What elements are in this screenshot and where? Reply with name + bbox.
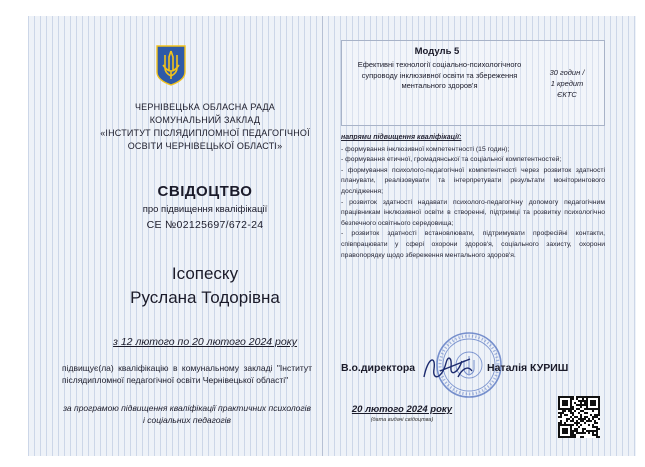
qr-module (584, 404, 586, 406)
qr-module (578, 412, 580, 414)
qr-module (566, 420, 568, 422)
org-line: КОМУНАЛЬНИЙ ЗАКЛАД (149, 115, 261, 125)
qr-module (582, 430, 584, 432)
qr-module (582, 432, 584, 434)
qr-module (580, 396, 582, 398)
qr-module (560, 420, 562, 422)
qr-module (578, 418, 580, 420)
qr-module (572, 398, 574, 400)
qr-module (596, 430, 598, 432)
page-fold-divider (322, 16, 323, 456)
qr-module (594, 404, 596, 406)
qr-module (574, 422, 576, 424)
qr-module (598, 396, 600, 398)
qr-module (564, 430, 566, 432)
direction-item: - формування психолого-педагогічної компетентності через розвиток здатності планувати, реалізовувати та інтерпретувати результати моніторингового дослідження; (341, 166, 605, 195)
qr-module (566, 400, 568, 402)
qr-module (592, 424, 594, 426)
qr-module (588, 420, 590, 422)
direction-item: - формування інклюзивної компетентності (15 годин); (341, 145, 510, 153)
qr-module (564, 400, 566, 402)
qr-module (594, 416, 596, 418)
qr-module (576, 408, 578, 410)
qr-module (584, 416, 586, 418)
qr-module (598, 400, 600, 402)
qr-module (584, 432, 586, 434)
qr-module (578, 404, 580, 406)
qr-module (568, 408, 570, 410)
qr-module (586, 406, 588, 408)
qr-module (558, 402, 560, 404)
qr-module (586, 402, 588, 404)
qr-module (564, 436, 566, 438)
qr-module (588, 424, 590, 426)
qr-module (582, 400, 584, 402)
qr-module (598, 406, 600, 408)
qr-module (568, 410, 570, 412)
qr-module (594, 408, 596, 410)
qr-module (570, 412, 572, 414)
qr-module (572, 414, 574, 416)
qr-module (572, 420, 574, 422)
direction-item: - формування етичної, громадянської та соціальної компетентностей; (341, 156, 562, 164)
qr-module (560, 408, 562, 410)
qr-module (580, 420, 582, 422)
qr-module (590, 404, 592, 406)
qr-module (566, 428, 568, 430)
recipient-name: Руслана Тодорівна (130, 288, 280, 307)
qr-module (590, 420, 592, 422)
qr-module (582, 404, 584, 406)
qr-module (558, 400, 560, 402)
qr-module (594, 420, 596, 422)
qr-module (558, 424, 560, 426)
qr-module (560, 422, 562, 424)
qr-module (576, 428, 578, 430)
qr-module (588, 396, 590, 398)
qr-module (576, 424, 578, 426)
qr-module (560, 416, 562, 418)
qr-module (570, 416, 572, 418)
qr-module (566, 432, 568, 434)
org-line: «ІНСТИТУТ ПІСЛЯДИПЛОМНОЇ ПЕДАГОГІЧНОЇ (100, 128, 310, 138)
qr-module (570, 420, 572, 422)
qr-module (572, 408, 574, 410)
qr-module (580, 416, 582, 418)
qr-module (598, 402, 600, 404)
qr-module (578, 422, 580, 424)
qr-module (558, 412, 560, 414)
qr-module (562, 432, 564, 434)
qr-module (558, 398, 560, 400)
qr-module (572, 418, 574, 420)
signature-icon (418, 351, 476, 385)
qr-module (566, 408, 568, 410)
qr-module (562, 428, 564, 430)
qr-module (576, 404, 578, 406)
qr-module (564, 396, 566, 398)
qr-module (562, 404, 564, 406)
qr-module (586, 408, 588, 410)
qr-module (598, 418, 600, 420)
qr-module (586, 400, 588, 402)
qr-module (580, 432, 582, 434)
qr-module (594, 396, 596, 398)
issue-date-caption: (дата видачі свідоцтва) (370, 417, 434, 423)
qr-module (578, 426, 580, 428)
certificate-title: СВІДОЦТВО (157, 183, 253, 200)
qr-module (570, 430, 572, 432)
qr-module (584, 402, 586, 404)
certificate-number: СЕ №02125697/672-24 (146, 219, 264, 231)
qr-module (580, 410, 582, 412)
qr-module (580, 424, 582, 426)
issuing-organization (90, 101, 320, 153)
qr-module (582, 436, 584, 438)
qr-module (570, 400, 572, 402)
qr-module (564, 402, 566, 404)
qr-module (568, 396, 570, 398)
qr-module (582, 398, 584, 400)
qr-module (592, 432, 594, 434)
qr-module (562, 436, 564, 438)
director-label: В.о.директора (341, 362, 416, 374)
qr-module (570, 410, 572, 412)
qr-module (586, 396, 588, 398)
qr-module (580, 406, 582, 408)
qr-module (562, 400, 564, 402)
issue-date: 20 лютого 2024 року (351, 404, 453, 415)
qr-module (564, 408, 566, 410)
qr-module (570, 426, 572, 428)
qr-module (582, 420, 584, 422)
qr-module (578, 400, 580, 402)
qr-module (576, 422, 578, 424)
qr-module (582, 428, 584, 430)
qr-module (562, 410, 564, 412)
qr-module (596, 432, 598, 434)
qr-module (562, 408, 564, 410)
qr-module (598, 412, 600, 414)
qr-module (558, 426, 560, 428)
qr-module (596, 426, 598, 428)
qr-module (584, 408, 586, 410)
qr-module (592, 434, 594, 436)
qr-module (590, 400, 592, 402)
qr-module (562, 402, 564, 404)
qr-module (574, 410, 576, 412)
qr-module (592, 400, 594, 402)
qr-module (594, 430, 596, 432)
ukraine-coat-of-arms-icon (155, 44, 187, 86)
org-line: ОСВІТИ ЧЕРНІВЕЦЬКОЇ ОБЛАСТІ» (127, 141, 283, 151)
qr-module (570, 424, 572, 426)
qr-module (564, 432, 566, 434)
qr-module (560, 436, 562, 438)
qr-module (566, 402, 568, 404)
qr-module (570, 396, 572, 398)
qr-module (580, 400, 582, 402)
qr-module (570, 408, 572, 410)
qr-module (586, 412, 588, 414)
qr-module (584, 428, 586, 430)
qr-module (562, 430, 564, 432)
qr-module (598, 408, 600, 410)
qr-module (574, 402, 576, 404)
qr-module (592, 408, 594, 410)
qr-module (558, 416, 560, 418)
qr-module (570, 398, 572, 400)
qr-module (576, 398, 578, 400)
qr-module (564, 414, 566, 416)
qr-module (558, 434, 560, 436)
qr-module (574, 416, 576, 418)
qr-module (582, 410, 584, 412)
qr-module (566, 430, 568, 432)
qr-code-icon (558, 396, 600, 438)
qr-module (562, 424, 564, 426)
qr-module (596, 428, 598, 430)
direction-item: - розвиток здатності встановлювати, підтримувати професійні контакти, співпрацювати у сфері охорони здоров'я, соціального захисту, охорони правопорядку щодо збереження ментального здоров'я. (341, 230, 605, 259)
qr-module (570, 406, 572, 408)
qr-module (598, 428, 600, 430)
qr-module (572, 434, 574, 436)
qr-module (570, 436, 572, 438)
qr-module (568, 418, 570, 420)
qr-module (572, 430, 574, 432)
qr-module (596, 416, 598, 418)
qr-module (570, 432, 572, 434)
module-box (341, 40, 605, 126)
qr-module (574, 428, 576, 430)
qr-module (594, 400, 596, 402)
qr-module (594, 422, 596, 424)
qr-module (566, 404, 568, 406)
qr-module (560, 412, 562, 414)
qr-module (586, 430, 588, 432)
qr-module (576, 430, 578, 432)
qr-module (580, 436, 582, 438)
qr-module (586, 420, 588, 422)
qr-module (584, 422, 586, 424)
qr-module (558, 430, 560, 432)
qr-module (576, 396, 578, 398)
qr-module (598, 410, 600, 412)
qr-module (572, 406, 574, 408)
qr-module (574, 430, 576, 432)
qr-module (598, 414, 600, 416)
qr-module (592, 396, 594, 398)
qr-module (572, 424, 574, 426)
qr-module (558, 404, 560, 406)
qr-module (588, 430, 590, 432)
recipient-surname: Ісопеску (171, 264, 239, 283)
qr-module (592, 402, 594, 404)
qr-module (570, 402, 572, 404)
qr-module (562, 396, 564, 398)
qr-module (558, 406, 560, 408)
qr-module (564, 428, 566, 430)
qr-module (562, 412, 564, 414)
qr-module (564, 410, 566, 412)
qr-module (596, 408, 598, 410)
module-hours-line: 30 годин / (549, 68, 585, 77)
qr-module (574, 436, 576, 438)
qr-module (578, 396, 580, 398)
qr-module (576, 420, 578, 422)
qr-module (566, 424, 568, 426)
qr-module (576, 432, 578, 434)
qr-module (590, 414, 592, 416)
qr-module (598, 398, 600, 400)
qr-module (568, 424, 570, 426)
qr-module (570, 428, 572, 430)
qr-module (580, 404, 582, 406)
qr-module (596, 396, 598, 398)
qr-module (592, 410, 594, 412)
qr-module (564, 404, 566, 406)
qr-module (574, 434, 576, 436)
qr-module (566, 396, 568, 398)
recipient (90, 262, 320, 310)
qr-module (596, 436, 598, 438)
qr-module (566, 414, 568, 416)
qr-module (572, 432, 574, 434)
qr-module (560, 414, 562, 416)
qualification-directions (341, 133, 605, 261)
qr-module (572, 412, 574, 414)
qr-module (570, 404, 572, 406)
qr-module (596, 434, 598, 436)
qr-module (580, 402, 582, 404)
qr-module (590, 396, 592, 398)
qr-module (584, 396, 586, 398)
qr-module (588, 432, 590, 434)
qr-module (578, 432, 580, 434)
qr-module (588, 408, 590, 410)
module-description: Ефективні технології соціально-психологічного супроводу інклюзивної освіти та збереження ментального здоров'я (357, 60, 522, 90)
qr-module (594, 434, 596, 436)
qr-module (594, 414, 596, 416)
training-program: за програмою підвищення кваліфікації практичних психологів і соціальних педагогів (63, 403, 311, 425)
director-name: Наталія КУРИШ (487, 362, 569, 374)
direction-item: - розвиток здатності надавати психолого-педагогічну допомогу педагогічним працівникам інклюзивної освіти в створенні, підтримці та розвитку психологічно безпечного освітнього середовища; (341, 198, 605, 227)
qr-module (564, 424, 566, 426)
qr-module (564, 422, 566, 424)
qr-module (596, 414, 598, 416)
qr-module (598, 404, 600, 406)
qr-module (584, 400, 586, 402)
module-hours (532, 67, 602, 100)
qr-module (584, 418, 586, 420)
qr-module (576, 416, 578, 418)
qr-module (570, 434, 572, 436)
qr-module (592, 426, 594, 428)
qr-module (598, 436, 600, 438)
module-hours-line: ЄКТС (557, 90, 577, 99)
qr-module (586, 398, 588, 400)
qr-module (558, 432, 560, 434)
qr-module (590, 430, 592, 432)
qr-module (580, 414, 582, 416)
qr-module (594, 426, 596, 428)
qr-module (590, 408, 592, 410)
qr-module (582, 418, 584, 420)
qr-module (578, 408, 580, 410)
qr-module (586, 416, 588, 418)
qr-module (558, 408, 560, 410)
qr-module (566, 436, 568, 438)
qr-module (590, 402, 592, 404)
qr-module (594, 402, 596, 404)
qr-module (558, 396, 560, 398)
qr-module (592, 418, 594, 420)
qualification-statement: підвищує(ла) кваліфікацію в комунальному закладі "Інститут післядипломної педагогічної освіти Чернівецької області" (62, 363, 312, 385)
module-hours-line: 1 кредит (550, 79, 584, 88)
qr-module (580, 418, 582, 420)
qr-module (558, 422, 560, 424)
org-line: ЧЕРНІВЕЦЬКА ОБЛАСНА РАДА (134, 102, 276, 112)
qr-module (586, 404, 588, 406)
module-title: Модуль 5 (414, 46, 460, 57)
qr-module (592, 404, 594, 406)
qr-module (572, 436, 574, 438)
qr-module (584, 412, 586, 414)
qr-module (582, 396, 584, 398)
qr-module (588, 418, 590, 420)
qr-module (592, 416, 594, 418)
qr-module (558, 436, 560, 438)
qr-module (568, 436, 570, 438)
qr-module (558, 428, 560, 430)
qr-module (592, 430, 594, 432)
qr-module (560, 396, 562, 398)
training-period: з 12 лютого по 20 лютого 2024 року (113, 336, 297, 348)
qr-module (560, 424, 562, 426)
directions-heading: напрями підвищення кваліфікації: (341, 134, 462, 141)
qr-module (596, 422, 598, 424)
qr-module (566, 418, 568, 420)
qr-module (572, 396, 574, 398)
certificate-subtitle: про підвищення кваліфікації (142, 204, 268, 215)
